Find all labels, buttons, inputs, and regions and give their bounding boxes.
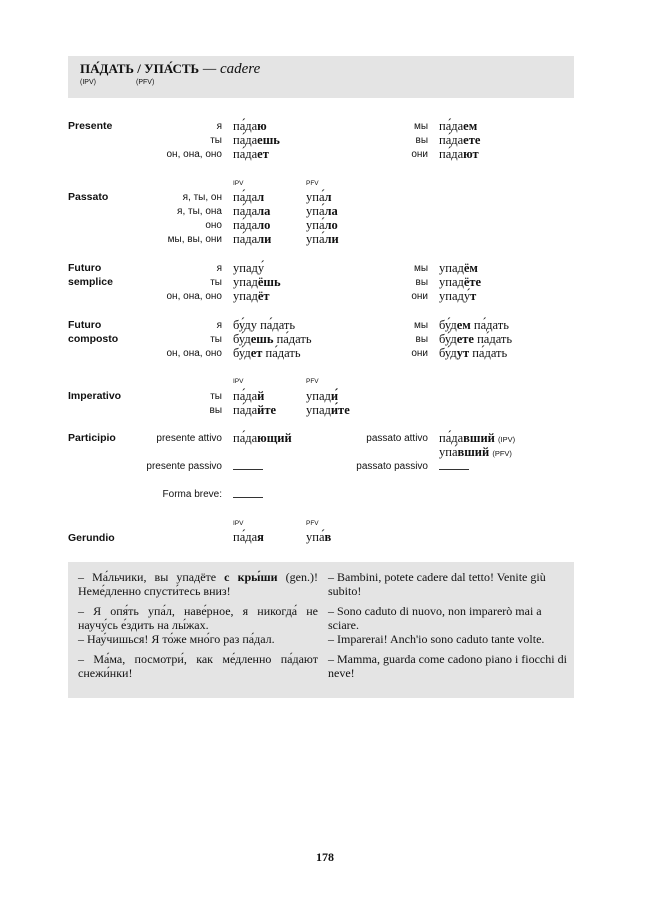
example-it-4: – Mamma, guarda come cadono piano i fiocchi di neve! — [328, 652, 567, 680]
fs-form2-3: упаду́т — [439, 289, 477, 303]
passato-form2-3: упа́ло — [306, 218, 338, 232]
examples-russian — [78, 570, 318, 686]
fs-pron-2: ты — [210, 277, 222, 288]
imperativo-label: Imperativo — [68, 390, 122, 402]
gerundio-label: Gerundio — [68, 532, 115, 544]
imp-pron-1: ты — [210, 391, 222, 402]
fc-pron2-1: мы — [413, 320, 428, 331]
presente-pron-2: ты — [210, 135, 222, 146]
passato-pron-4: мы, вы, они — [167, 234, 222, 245]
part-forma-breve-label: Forma breve: — [162, 489, 222, 500]
imp-pron-2: вы — [209, 405, 222, 416]
verb-dash: — — [199, 61, 220, 77]
example-it-2: – Sono caduto di nuovo, non imparerò mai a sciare. — [328, 604, 542, 632]
fs-form-3: упадёт — [233, 289, 270, 303]
presente-pron-1: я — [216, 121, 222, 132]
examples-italian — [328, 570, 568, 686]
passato-pron-1: я, ты, он — [182, 192, 222, 203]
part-pass-att-form: па́давший (IPV) — [439, 431, 516, 445]
tag-pfv: (PFV) — [136, 79, 155, 86]
part-pres-pass-label: presente passivo — [146, 461, 222, 472]
fc-pron2-2: вы — [415, 334, 428, 345]
futuro-composto-label1: Futuro — [68, 319, 102, 331]
fc-form2-1: бу́дем па́дать — [439, 318, 509, 332]
presente-form2-1: па́даем — [439, 119, 478, 133]
passato-form2-1: упа́л — [306, 190, 332, 204]
passato-tag-pfv: PFV — [306, 180, 319, 187]
passato-form-4: па́дали — [233, 232, 272, 246]
presente-pron2-1: мы — [413, 121, 428, 132]
presente-pron2-3: они — [411, 149, 428, 160]
fs-pron-3: он, она, оно — [166, 291, 222, 302]
tag-ipv: (IPV) — [80, 79, 96, 86]
verb-title — [80, 61, 562, 78]
futuro-semplice-label1: Futuro — [68, 262, 102, 274]
passato-form-1: па́дал — [233, 190, 265, 204]
fc-pron2-3: они — [411, 348, 428, 359]
example-it-3: – Imparerai! Anch'io sono caduto tante volte. — [328, 632, 545, 646]
presente-form2-2: па́даете — [439, 133, 481, 147]
part-pres-att-label: presente attivo — [156, 433, 222, 444]
part-forma-breve-empty — [233, 488, 263, 506]
imp-form2-2: упади́те — [306, 403, 350, 417]
fc-form-1: бу́ду па́дать — [233, 318, 296, 332]
futuro-semplice-label2: semplice — [68, 276, 113, 288]
presente-form-3: па́дает — [233, 147, 269, 161]
presente-form2-3: па́дают — [439, 147, 479, 161]
verb-translation: cadere — [219, 61, 261, 77]
passato-pron-3: оно — [205, 220, 222, 231]
part-pass-att2-form: упа́вший (PFV) — [439, 445, 512, 459]
aspect-tags — [80, 79, 562, 86]
verb-ipv: ПА́ДАТЬ — [80, 61, 134, 76]
fs-pron2-1: мы — [413, 263, 428, 274]
part-pass-att-label: passato attivo — [366, 433, 428, 444]
gerundio-tag-pfv: PFV — [306, 520, 319, 527]
passato-form2-4: упа́ли — [306, 232, 339, 246]
example-ru-4: – Ма́ма, посмотри́, как ме́дленно па́дают снежи́нки! — [78, 652, 318, 680]
fc-form2-3: бу́дут па́дать — [439, 346, 508, 360]
example-ru-2: – Я опя́ть упа́л, наве́рное, я никогда́ не научу́сь е́здить на лы́жах. — [78, 604, 318, 632]
gerundio-ipv-form: па́дая — [233, 530, 264, 544]
imp-form-1: па́дай — [233, 389, 265, 403]
fs-form-1: упаду́ — [233, 261, 265, 275]
examples-box — [68, 562, 574, 698]
presente-pron2-2: вы — [415, 135, 428, 146]
example-ru-1: – Ма́льчики, вы упадёте с кры́ши (gen.)! Неме́дленно спусти́тесь вниз! — [78, 570, 318, 598]
fc-form-3: бу́дет па́дать — [233, 346, 301, 360]
presente-pron-3: он, она, оно — [166, 149, 222, 160]
passato-pron-2: я, ты, она — [177, 206, 222, 217]
fc-pron-3: он, она, оно — [166, 348, 222, 359]
imp-form-2: па́дайте — [233, 403, 277, 417]
verb-separator: / — [133, 61, 145, 76]
passato-form2-2: упа́ла — [306, 204, 338, 218]
example-ru-3: – Нау́чишься! Я то́же мно́го раз па́дал. — [78, 632, 275, 646]
passato-form-3: па́дало — [233, 218, 271, 232]
fs-pron-1: я — [216, 263, 222, 274]
gerundio-tag-ipv: IPV — [233, 520, 244, 527]
presente-form-1: па́даю — [233, 119, 267, 133]
part-pres-pass-empty — [233, 460, 263, 478]
fs-form2-1: упадём — [439, 261, 478, 275]
fs-form2-2: упадёте — [439, 275, 482, 289]
part-pass-pass-label: passato passivo — [356, 461, 428, 472]
presente-label: Presente — [68, 120, 113, 132]
page-number: 178 — [316, 850, 334, 864]
part-pass-pass-empty — [439, 460, 469, 478]
verb-pfv: УПА́СТЬ — [144, 61, 200, 76]
passato-tag-ipv: IPV — [233, 180, 244, 187]
imperativo-tag-pfv: PFV — [306, 378, 319, 385]
fc-pron-2: ты — [210, 334, 222, 345]
fc-form-2: бу́дешь па́дать — [233, 332, 312, 346]
fs-form-2: упадёшь — [233, 275, 281, 289]
example-it-1: – Bambini, potete cadere dal tetto! Venite giù subito! — [328, 570, 546, 598]
verb-header — [68, 56, 574, 98]
futuro-composto-label2: composto — [68, 333, 119, 345]
participio-label: Participio — [68, 432, 116, 444]
gerundio-pfv-form: упа́в — [306, 530, 332, 544]
passato-form-2: па́дала — [233, 204, 271, 218]
fc-form2-2: бу́дете па́дать — [439, 332, 513, 346]
imp-form2-1: упади́ — [306, 389, 339, 403]
imperativo-tag-ipv: IPV — [233, 378, 244, 385]
fc-pron-1: я — [216, 320, 222, 331]
fs-pron2-3: они — [411, 291, 428, 302]
passato-label: Passato — [68, 191, 109, 203]
fs-pron2-2: вы — [415, 277, 428, 288]
presente-form-2: па́даешь — [233, 133, 280, 147]
part-pres-att-form: па́дающий — [233, 431, 292, 445]
